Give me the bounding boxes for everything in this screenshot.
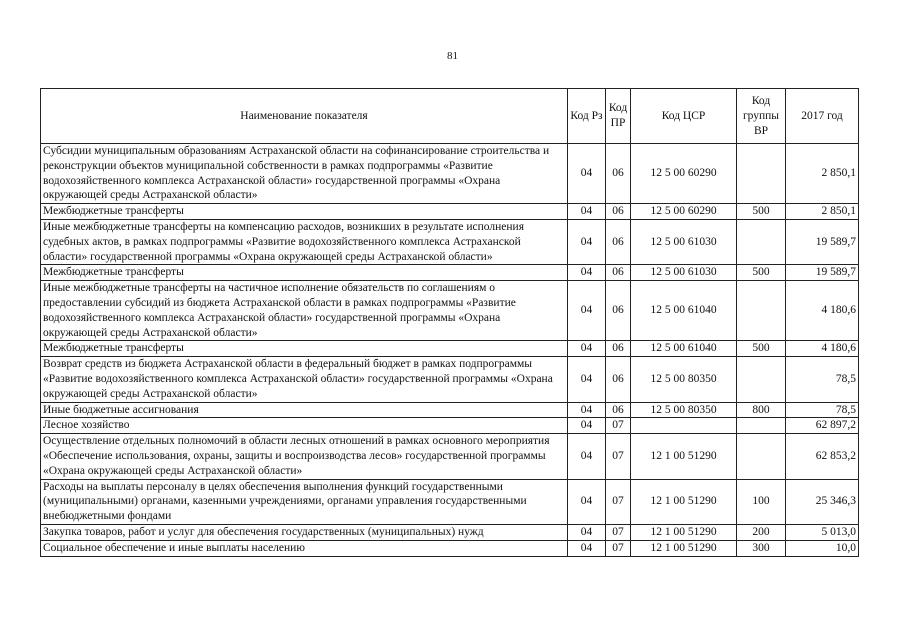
table-row xyxy=(41,402,859,418)
row-vr: 300 xyxy=(737,540,786,556)
table-row xyxy=(41,219,859,264)
row-vr xyxy=(737,418,786,434)
row-rz: 04 xyxy=(568,479,606,524)
row-amount: 19 589,7 xyxy=(786,219,859,264)
row-csr: 12 5 00 60290 xyxy=(631,144,737,204)
row-name: Закупка товаров, работ и услуг для обеспечения государственных (муниципальных) нужд xyxy=(41,524,568,540)
row-name: Социальное обеспечение и иные выплаты населению xyxy=(41,540,568,556)
header-vr: Код группы ВР xyxy=(737,89,786,144)
table-header-row xyxy=(41,89,859,144)
row-pr: 07 xyxy=(606,418,631,434)
table-row xyxy=(41,341,859,357)
row-rz: 04 xyxy=(568,219,606,264)
row-pr: 07 xyxy=(606,524,631,540)
table-row xyxy=(41,265,859,281)
row-pr: 06 xyxy=(606,204,631,220)
row-csr: 12 1 00 51290 xyxy=(631,540,737,556)
row-amount: 78,5 xyxy=(786,402,859,418)
row-amount: 4 180,6 xyxy=(786,281,859,341)
row-name: Иные межбюджетные трансферты на компенсацию расходов, возникших в результате исполнения судебных актов, в рамках подпрограммы «Развитие водохозяйственного комплекса Астраханской области» государственной программы «Охрана окружающей среды Астраханской области» xyxy=(41,219,568,264)
row-amount: 78,5 xyxy=(786,357,859,402)
row-amount: 5 013,0 xyxy=(786,524,859,540)
row-amount: 62 897,2 xyxy=(786,418,859,434)
table-row xyxy=(41,144,859,204)
row-csr: 12 1 00 51290 xyxy=(631,524,737,540)
row-name: Иные бюджетные ассигнования xyxy=(41,402,568,418)
row-name: Межбюджетные трансферты xyxy=(41,204,568,220)
row-csr: 12 1 00 51290 xyxy=(631,479,737,524)
row-amount: 2 850,1 xyxy=(786,204,859,220)
table-row xyxy=(41,418,859,434)
row-vr xyxy=(737,281,786,341)
row-vr: 800 xyxy=(737,402,786,418)
row-vr: 500 xyxy=(737,341,786,357)
page-number: 81 xyxy=(447,50,458,62)
row-amount: 2 850,1 xyxy=(786,144,859,204)
row-vr: 500 xyxy=(737,265,786,281)
row-rz: 04 xyxy=(568,204,606,220)
row-rz: 04 xyxy=(568,265,606,281)
row-vr: 100 xyxy=(737,479,786,524)
row-amount: 4 180,6 xyxy=(786,341,859,357)
row-csr: 12 5 00 80350 xyxy=(631,357,737,402)
row-pr: 06 xyxy=(606,357,631,402)
row-rz: 04 xyxy=(568,402,606,418)
header-rz: Код Рз xyxy=(568,89,606,144)
row-pr: 07 xyxy=(606,434,631,479)
row-vr xyxy=(737,219,786,264)
row-csr: 12 5 00 61040 xyxy=(631,341,737,357)
row-pr: 06 xyxy=(606,281,631,341)
row-pr: 07 xyxy=(606,540,631,556)
table-row xyxy=(41,357,859,402)
row-csr: 12 5 00 61030 xyxy=(631,265,737,281)
table-row xyxy=(41,479,859,524)
row-vr: 500 xyxy=(737,204,786,220)
table-row xyxy=(41,524,859,540)
row-name: Иные межбюджетные трансферты на частичное исполнение обязательств по соглашениям о предоставлении субсидий из бюджета Астраханской области в рамках подпрограммы «Развитие водохозяйственного комплекса Астраханской области» государственной программы «Охрана окружающей среды Астраханской области» xyxy=(41,281,568,341)
row-rz: 04 xyxy=(568,357,606,402)
row-name: Осуществление отдельных полномочий в области лесных отношений в рамках основного мероприятия «Обеспечение использования, охраны, защиты и воспроизводства лесов» государственной программы «Охрана окружающей среды Астраханской области» xyxy=(41,434,568,479)
row-pr: 06 xyxy=(606,341,631,357)
row-name: Межбюджетные трансферты xyxy=(41,341,568,357)
row-csr: 12 5 00 60290 xyxy=(631,204,737,220)
row-rz: 04 xyxy=(568,418,606,434)
row-vr xyxy=(737,357,786,402)
row-amount: 10,0 xyxy=(786,540,859,556)
header-name: Наименование показателя xyxy=(41,89,568,144)
row-pr: 06 xyxy=(606,219,631,264)
row-amount: 62 853,2 xyxy=(786,434,859,479)
row-pr: 07 xyxy=(606,479,631,524)
row-name: Межбюджетные трансферты xyxy=(41,265,568,281)
row-pr: 06 xyxy=(606,144,631,204)
table-row xyxy=(41,204,859,220)
row-csr: 12 5 00 80350 xyxy=(631,402,737,418)
row-csr: 12 5 00 61030 xyxy=(631,219,737,264)
row-name: Лесное хозяйство xyxy=(41,418,568,434)
row-pr: 06 xyxy=(606,402,631,418)
row-amount: 25 346,3 xyxy=(786,479,859,524)
row-amount: 19 589,7 xyxy=(786,265,859,281)
table-row xyxy=(41,434,859,479)
row-rz: 04 xyxy=(568,281,606,341)
budget-table xyxy=(40,88,859,557)
row-pr: 06 xyxy=(606,265,631,281)
row-name: Возврат средств из бюджета Астраханской области в федеральный бюджет в рамках подпрограммы «Развитие водохозяйственного комплекса Астраханской области» государственной программы «Охрана окружающей среды Астраханской области» xyxy=(41,357,568,402)
row-rz: 04 xyxy=(568,341,606,357)
row-vr xyxy=(737,144,786,204)
header-pr: Код ПР xyxy=(606,89,631,144)
row-rz: 04 xyxy=(568,524,606,540)
row-csr: 12 5 00 61040 xyxy=(631,281,737,341)
table-row xyxy=(41,281,859,341)
row-csr xyxy=(631,418,737,434)
row-vr: 200 xyxy=(737,524,786,540)
table-row xyxy=(41,540,859,556)
row-name: Расходы на выплаты персоналу в целях обеспечения выполнения функций государственными (муниципальными) органами, казенными учреждениями, органами управления государственными внебюджетными фондами xyxy=(41,479,568,524)
row-csr: 12 1 00 51290 xyxy=(631,434,737,479)
row-name: Субсидии муниципальным образованиям Астраханской области на софинансирование строительства и реконструкции объектов муниципальной собственности в рамках подпрограммы «Развитие водохозяйственного комплекса Астраханской области» государственной программы «Охрана окружающей среды Астраханской области» xyxy=(41,144,568,204)
row-vr xyxy=(737,434,786,479)
row-rz: 04 xyxy=(568,540,606,556)
row-rz: 04 xyxy=(568,434,606,479)
header-csr: Код ЦСР xyxy=(631,89,737,144)
row-rz: 04 xyxy=(568,144,606,204)
header-year: 2017 год xyxy=(786,89,859,144)
